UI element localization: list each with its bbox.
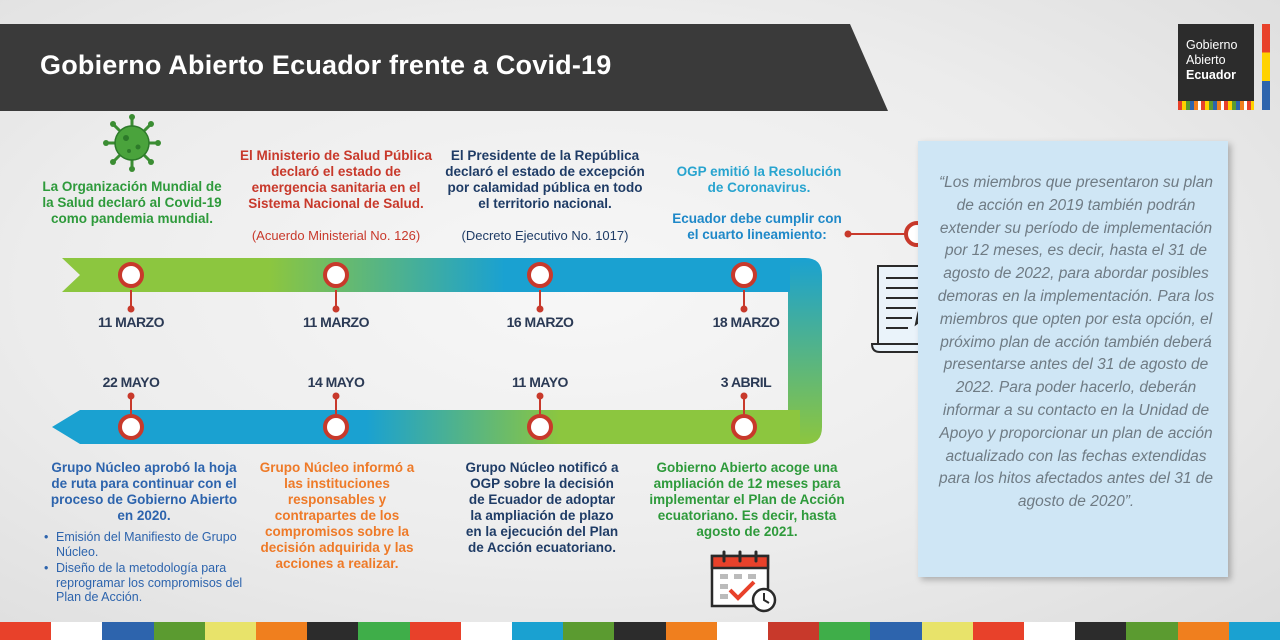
quote-text: “Los miembros que presentaron su plan de acción en 2019 también podrán extender su período de implementación por 12 meses, es decir, hasta el 31 de agosto de 2022, para abordar posibles demoras en la implementación. Para los miembros que opten por esta opción, el próximo plan de acción también deberá presentarse antes del 31 de agosto de 2022. Para poder hacerlo, deberán informar a su contacto en la Unidad de Apoyo y proporcionar un plan de acción actualizado con las fechas extendidas para los hitos afectados antes del 31 de agosto de 2020”.: [937, 174, 1215, 511]
event-top-3-note: (Decreto Ejecutivo No. 1017): [461, 228, 629, 243]
date-top-1: 11 MARZO: [97, 314, 164, 330]
event-top-3-text: El Presidente de la República declaró el estado de excepción por calamidad pública en todo el territorio nacional.: [445, 148, 645, 211]
event-top-4-text2: Ecuador debe cumplir con el cuarto lineamiento:: [672, 211, 842, 242]
logo-line1: Gobierno: [1186, 38, 1238, 52]
event-bottom-4-text: Gobierno Abierto acoge una ampliación de 12 meses para implementar el Plan de Acción ecuatoriano. Es decir, hasta agosto de 2021.: [649, 460, 845, 539]
event-top-1-text: La Organización Mundial de la Salud declaró al Covid-19 como pandemia mundial.: [42, 179, 222, 226]
logo-line2: Abierto: [1186, 53, 1226, 67]
bottom-color-strip: [0, 622, 1280, 640]
event-top-2-note: (Acuerdo Ministerial No. 126): [251, 228, 421, 243]
calendar-check-icon: [712, 552, 775, 611]
timeline-top-band: [62, 258, 800, 292]
event-top-2-text: El Ministerio de Salud Pública declaró el estado de emergencia sanitaria en el Sistema Nacional de Salud.: [239, 148, 433, 211]
bullet-item: • Emisión del Manifiesto de Grupo Núcleo.: [44, 530, 254, 559]
logo-line3: Ecuador: [1186, 68, 1237, 82]
date-bottom-3: 11 MAYO: [512, 374, 568, 390]
timeline-bottom-band: [52, 410, 800, 444]
date-bottom-2: 14 MAYO: [307, 374, 365, 390]
event-bottom-3-text: Grupo Núcleo notificó a OGP sobre la decisión de Ecuador de adoptar la ampliación de plazo en la ejecución del Plan de Acción ecuatoriano.: [465, 460, 619, 555]
date-bottom-1: 22 MAYO: [102, 374, 160, 390]
event-bottom-1-text: Grupo Núcleo aprobó la hoja de ruta para continuar con el proceso de Gobierno Abierto en 2020.: [50, 460, 238, 523]
bullet-item: • Diseño de la metodología para reprogramar los compromisos del Plan de Acción.: [44, 561, 254, 605]
event-bottom-2-text: Grupo Núcleo informó a las instituciones responsables y contrapartes de los compromisos sobre la decisión adquirida y las acciones a realizar.: [259, 460, 415, 571]
date-bottom-4: 3 ABRIL: [720, 374, 772, 390]
quote-connector: [845, 223, 928, 245]
date-top-3: 16 MARZO: [506, 314, 574, 330]
date-top-4: 18 MARZO: [712, 314, 780, 330]
virus-icon: [103, 114, 161, 172]
page-title: Gobierno Abierto Ecuador frente a Covid-19: [40, 50, 612, 80]
date-top-2: 11 MARZO: [302, 314, 369, 330]
event-top-4-text: OGP emitió la Resolución de Coronavirus.: [676, 164, 842, 195]
event-bottom-1-bullets: [44, 530, 254, 607]
